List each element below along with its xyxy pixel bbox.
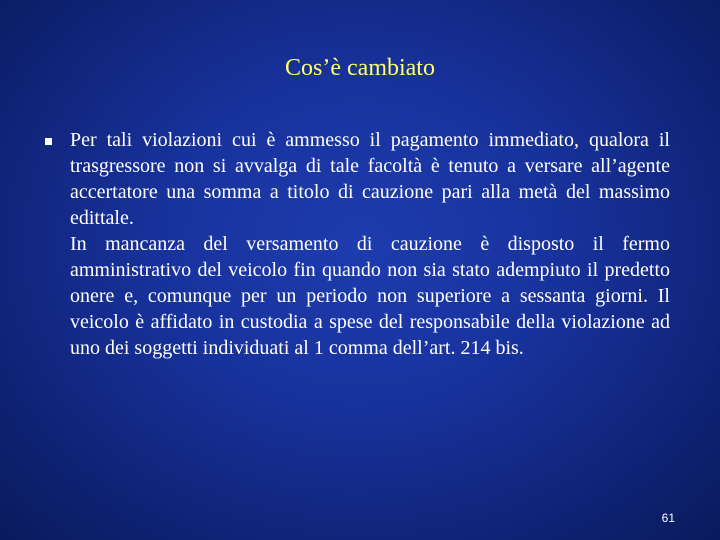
- slide-title: Cos’è cambiato: [285, 55, 435, 81]
- paragraph-1: Per tali violazioni cui è ammesso il pagamento immediato, qualora il trasgressore non si avvalga di tale facoltà è tenuto a versare all’agente accertatore una somma a titolo di cauzione pari alla metà del massimo edittale.: [70, 129, 670, 229]
- square-bullet-icon: [45, 138, 52, 145]
- page-number: 61: [661, 511, 675, 525]
- paragraph-2: In mancanza del versamento di cauzione è disposto il fermo amministrativo del veicolo fin quando non sia stato adempiuto il predetto onere e, comunque per un periodo non superiore a sessanta giorni. Il veicolo è affidato in custodia a spese del responsabile della violazione ad uno dei soggetti individuati al 1 comma dell’art. 214 bis.: [70, 233, 670, 359]
- slide-body: [70, 127, 670, 361]
